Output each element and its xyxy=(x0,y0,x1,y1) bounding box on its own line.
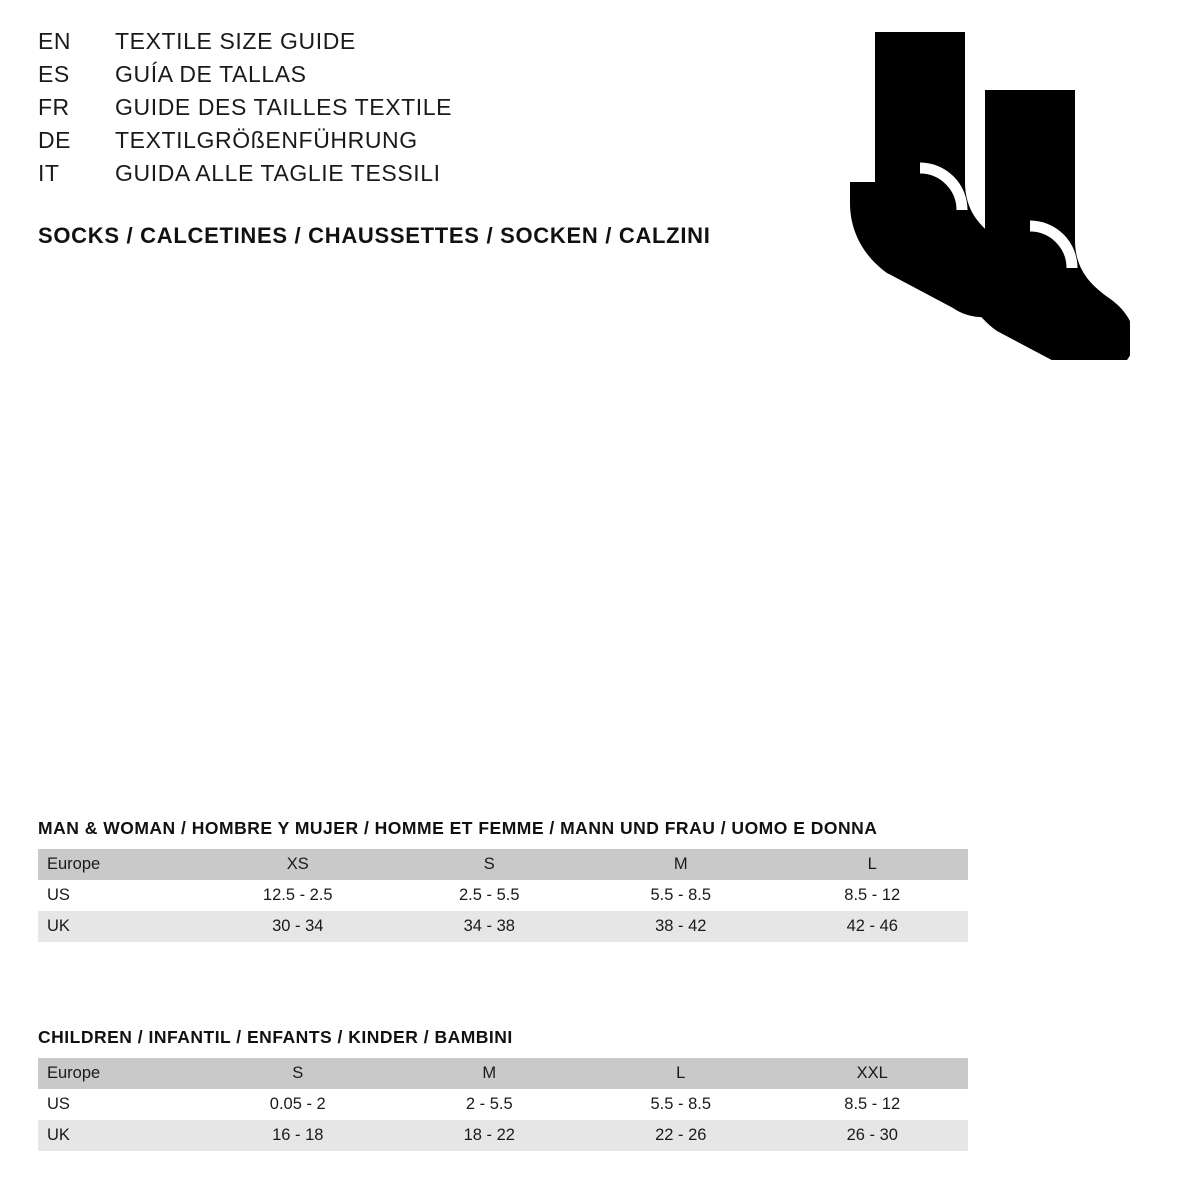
row-label: US xyxy=(38,880,202,911)
language-title: TEXTILE SIZE GUIDE xyxy=(115,28,356,54)
cell: S xyxy=(394,849,586,880)
socks-icon xyxy=(800,20,1130,360)
row-label: UK xyxy=(38,911,202,942)
cell: 8.5 - 12 xyxy=(777,880,969,911)
cell: M xyxy=(585,849,777,880)
size-table-children xyxy=(38,1058,968,1151)
cell: 18 - 22 xyxy=(394,1120,586,1151)
row-label: Europe xyxy=(38,849,202,880)
table-row xyxy=(38,1089,968,1120)
cell: 2.5 - 5.5 xyxy=(394,880,586,911)
cell: S xyxy=(202,1058,394,1089)
row-label: UK xyxy=(38,1120,202,1151)
language-code: EN xyxy=(38,28,71,54)
language-row xyxy=(38,127,452,160)
cell: 0.05 - 2 xyxy=(202,1089,394,1120)
size-table-man-woman xyxy=(38,849,968,942)
table-row xyxy=(38,849,968,880)
garment-title: SOCKS / CALCETINES / CHAUSSETTES / SOCKEN / CALZINI xyxy=(38,223,711,248)
cell: 12.5 - 2.5 xyxy=(202,880,394,911)
cell: 2 - 5.5 xyxy=(394,1089,586,1120)
row-label: Europe xyxy=(38,1058,202,1089)
language-title: GUÍA DE TALLAS xyxy=(115,61,307,87)
section-title: MAN & WOMAN / HOMBRE Y MUJER / HOMME ET FEMME / MANN UND FRAU / UOMO E DONNA xyxy=(38,818,878,838)
cell: 16 - 18 xyxy=(202,1120,394,1151)
cell: 42 - 46 xyxy=(777,911,969,942)
table-row xyxy=(38,1120,968,1151)
language-row xyxy=(38,94,452,127)
cell: 38 - 42 xyxy=(585,911,777,942)
section-title: CHILDREN / INFANTIL / ENFANTS / KINDER / BAMBINI xyxy=(38,1027,513,1047)
size-section-children xyxy=(38,1027,968,1151)
language-list xyxy=(38,28,452,193)
language-code: ES xyxy=(38,61,70,87)
cell: 8.5 - 12 xyxy=(777,1089,969,1120)
cell: 22 - 26 xyxy=(585,1120,777,1151)
language-row xyxy=(38,28,452,61)
cell: XXL xyxy=(777,1058,969,1089)
language-title: GUIDE DES TAILLES TEXTILE xyxy=(115,94,453,120)
language-code: IT xyxy=(38,160,60,186)
language-title: TEXTILGRÖßENFÜHRUNG xyxy=(115,127,418,153)
cell: 34 - 38 xyxy=(394,911,586,942)
cell: 5.5 - 8.5 xyxy=(585,880,777,911)
cell: 5.5 - 8.5 xyxy=(585,1089,777,1120)
language-row xyxy=(38,160,452,193)
language-code: DE xyxy=(38,127,71,153)
row-label: US xyxy=(38,1089,202,1120)
cell: L xyxy=(777,849,969,880)
size-section-man-woman xyxy=(38,818,968,942)
table-row xyxy=(38,911,968,942)
cell: 26 - 30 xyxy=(777,1120,969,1151)
cell: L xyxy=(585,1058,777,1089)
language-title: GUIDA ALLE TAGLIE TESSILI xyxy=(115,160,441,186)
table-row xyxy=(38,880,968,911)
language-code: FR xyxy=(38,94,70,120)
cell: XS xyxy=(202,849,394,880)
cell: M xyxy=(394,1058,586,1089)
table-row xyxy=(38,1058,968,1089)
cell: 30 - 34 xyxy=(202,911,394,942)
language-row xyxy=(38,61,452,94)
